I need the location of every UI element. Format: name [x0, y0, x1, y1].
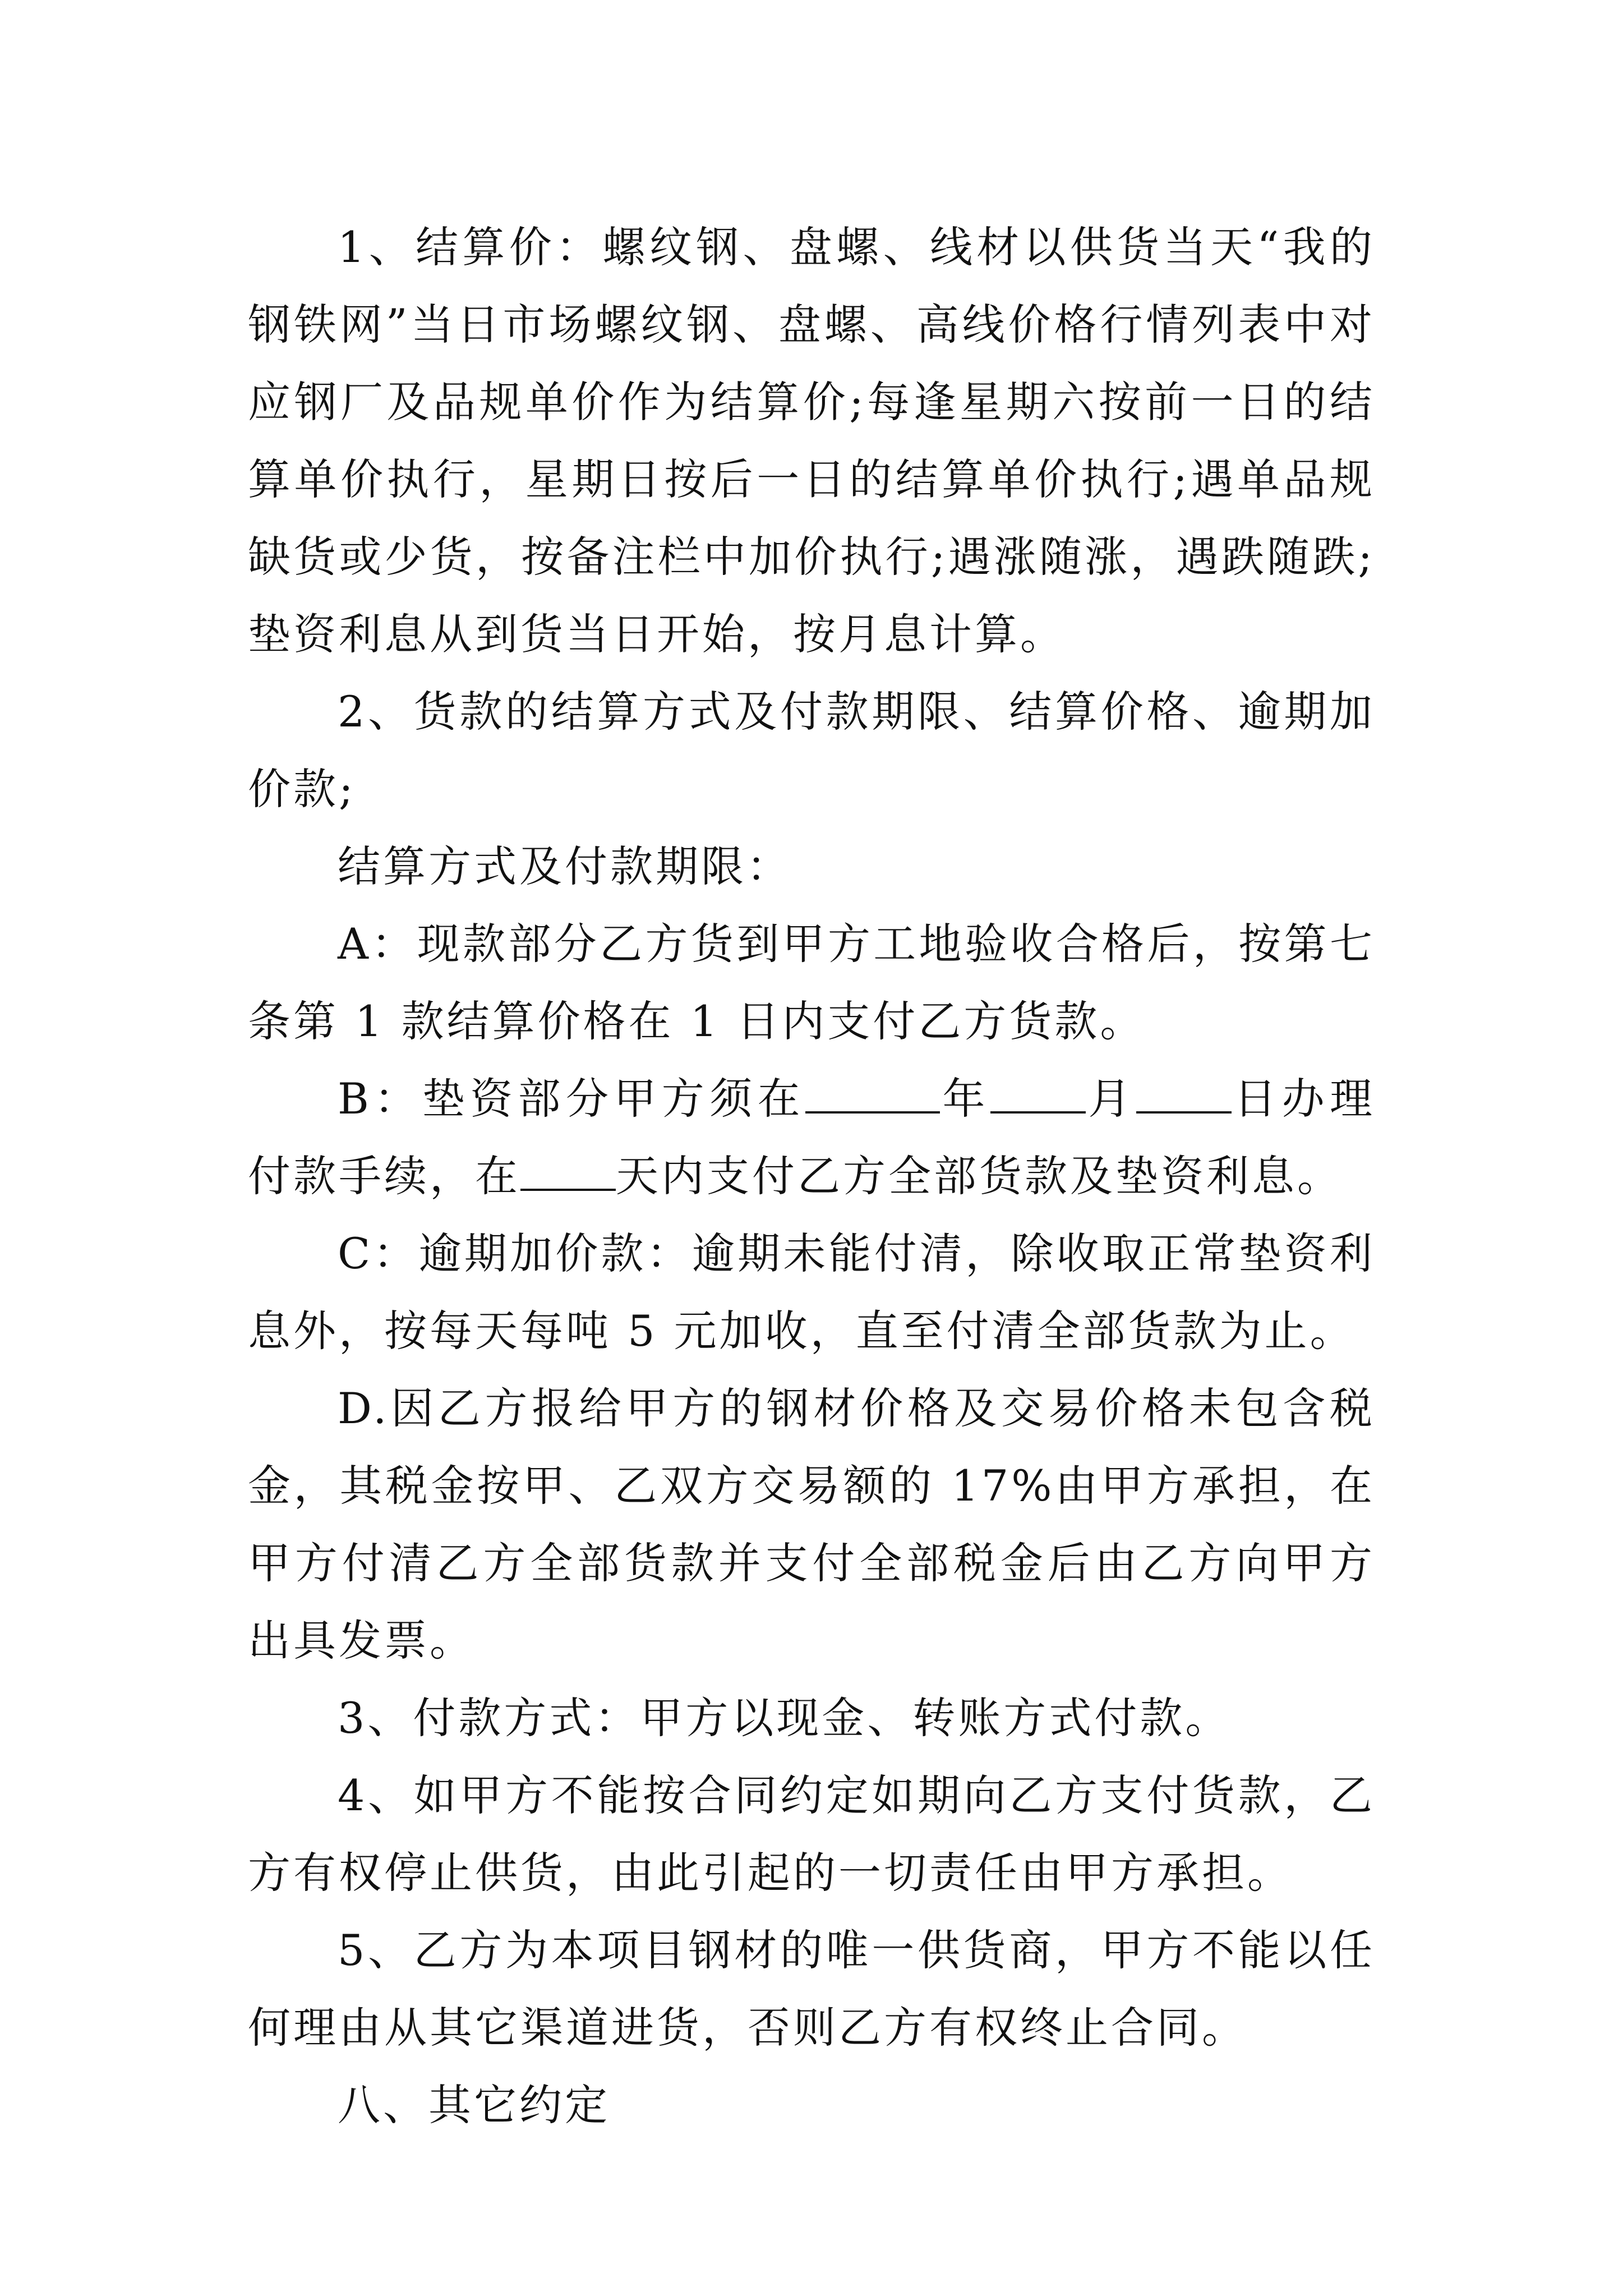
paragraph-settlement-term-heading: 结算方式及付款期限： [338, 841, 792, 891]
section-heading-other-terms: 八、其它约定 [338, 2080, 610, 2130]
clause-b-text-4: 日办理付款手续，在 [248, 1074, 1376, 1201]
paragraph-sole-supplier: 5、乙方为本项目钢材的唯一供货商，甲方不能以任何理由从其它渠道进货，否则乙方有权终止合同。 [248, 1925, 1375, 2053]
paragraph-clause-d: D.因乙方报给甲方的钢材价格及交易价格未包含税金，其税金按甲、乙双方交易额的 17%由甲方承担，在甲方付清乙方全部货款并支付全部税金后由乙方向甲方出具发票。 [248, 1383, 1375, 1665]
paragraph-settlement-price: 1、结算价：螺纹钢、盘螺、线材以供货当天“我的钢铁网”当日市场螺纹钢、盘螺、高线价格行情列表中对应钢厂及品规单价作为结算价;每逢星期六按前一日的结算单价执行，星期日按后一日的结算单价执行;遇单品规缺货或少货，按备注栏中加价执行;遇涨随涨，遇跌随跌;垫资利息从到货当日开始，按月息计算。 [248, 222, 1375, 659]
clause-b-text-2: 年 [940, 1074, 990, 1124]
document-body [248, 209, 1375, 2144]
blank-month [990, 1073, 1086, 1114]
paragraph-payment-method: 3、付款方式：甲方以现金、转账方式付款。 [338, 1693, 1231, 1743]
paragraph-payment-methods: 2、货款的结算方式及付款期限、结算价格、逾期加价款; [248, 687, 1375, 814]
paragraph-clause-a: A：现款部分乙方货到甲方工地验收合格后，按第七条第 1 款结算价格在 1 日内支付乙方货款。 [248, 919, 1375, 1046]
blank-days [520, 1151, 616, 1191]
blank-year [805, 1073, 940, 1114]
paragraph-clause-c: C：逾期加价款：逾期未能付清，除收取正常垫资利息外，按每天每吨 5 元加收，直至付清全部货款为止。 [248, 1228, 1375, 1356]
clause-b-text-3: 月 [1085, 1074, 1136, 1124]
clause-b-text-1: B：垫资部分甲方须在 [338, 1074, 806, 1124]
blank-day [1136, 1073, 1232, 1114]
paragraph-late-payment: 4、如甲方不能按合同约定如期向乙方支付货款，乙方有权停止供货，由此引起的一切责任由甲方承担。 [248, 1770, 1375, 1898]
paragraph-clause-b [248, 1060, 1375, 1215]
clause-b-text-5: 天内支付乙方全部货款及垫资利息。 [616, 1151, 1343, 1201]
